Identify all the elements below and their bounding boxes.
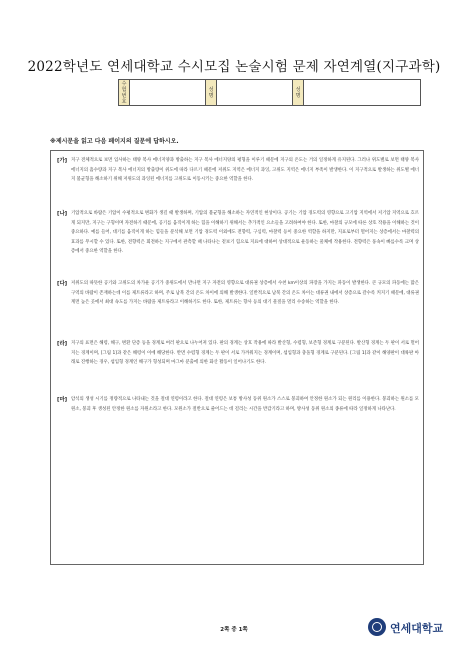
logo-text: 연세대학교 — [390, 622, 444, 635]
passage-tag: [마] — [57, 397, 68, 403]
passage-tag: [다] — [57, 281, 68, 287]
passage-ga — [57, 156, 419, 185]
passage-text: 기압적으로 바람은 기압이 수평적으로 변화가 생길 때 발생하며, 기압의 불균형을 해소하는 자연적인 현상이다. 공기는 기압 경도력의 영향으로 고기압 지역에서 저기압 지역으로 흐르게 되지만, 지구는 구형이며 자전하기 때문에, 공기를 움직이게 하는 힘을 이해하기 위해서는 추가적인 요소들을 고려하여야 한다. 또한, 마찰의 규모에 따른 상호 작용을 이해하는 것이 중요하다. 예를 들어, 대기를 움직이게 하는 힘들을 분석해 보면 기압 경도력 이외에도 전향력, 구심력, 마찰력 등이 중요한 역할을 하지만, 지표로부터 떨어지는 상층에서는 마찰력의 효과를 무시할 수 있다. 또한, 전향력은 회전하는 지구에서 관측할 때 나타나는 겉보기 힘으로 지표에 대하여 상대적으로 운동하는 물체에 작용한다. 전향력은 풍속이 빠를수록 크며 상층에서 중요한 역할을 한다. — [71, 211, 419, 255]
passage-tag: [가] — [57, 158, 68, 164]
exam-no-field[interactable] — [130, 80, 206, 106]
exam-info-table — [118, 79, 421, 106]
university-logo — [368, 617, 444, 639]
score-label: 성 명 — [293, 80, 304, 106]
passage-ma — [57, 395, 419, 414]
name-label: 성명 — [206, 80, 217, 106]
exam-title: 2022학년도 연세대학교 수시모집 논술시험 문제 자연계열(지구과학) — [27, 59, 441, 75]
passage-tag: [라] — [57, 341, 68, 347]
passage-box — [50, 150, 424, 565]
passage-tag: [나] — [57, 211, 68, 217]
page-number: 2쪽 중 1쪽 — [220, 627, 248, 633]
passage-text: 저위도의 따뜻한 공기와 고위도의 차가운 공기가 중위도에서 만나면 지구 자전의 영향으로 대류권 상층에서 수천 km이상의 파장을 가지는 파동이 발생한다. 큰 규모의 파동에는 많은 구역의 바람이 존재하는데 이를 제트류라고 하며, 주로 남북 간의 온도 차이에 의해 발생한다. 일반적으로 남북 간의 온도 차이는 대류권 내에서 상층으로 갈수록 커지기 때문에, 대류권 계면 높은 곳에서 최대 속도를 가지는 바람을 제트류라고 이해하기도 한다. 또한, 제트류는 향사 등의 대기 물질을 멀리 수송하는 역할을 한다. — [71, 281, 419, 306]
emblem-icon — [368, 618, 386, 636]
score-field[interactable] — [304, 80, 421, 106]
name-field[interactable] — [217, 80, 293, 106]
instruction-text: ※제시문을 읽고 다음 페이지의 질문에 답하시오. — [50, 138, 179, 145]
passage-text: 지구의 표면은 해령, 해구, 변환 단층 등을 경계로 여러 판으로 나누어져 있다. 판의 경계는 상호 작용에 따라 발산형, 수렴형, 보존형 경계로 구분된다. 발산형 경계는 두 판이 서로 멀어지는 경계이며, [그림 1]과 같은 해령이 이에 해당한다. 반면 수렴형 경계는 두 판이 서로 가까워지는 경계이며, 섭입형과 충돌형 경계로 구분된다. [그림 1]과 같이 해양판이 대륙판 아래로 진행하는 경우, 섭입형 경계인 해구가 형성되며 마그마 분출에 의한 화산 활동이 일어나기도 한다. — [71, 341, 419, 366]
passage-ra — [57, 339, 419, 368]
exam-no-label: 수험번호 — [119, 80, 130, 106]
passage-text: 지구 전체적으로 보면 입사하는 태양 복사 에너지양과 방출하는 지구 복사 에너지양의 평형을 이루기 때문에 지구의 온도는 거의 일정하게 유지된다. 그러나 위도별로 보면 태양 복사 에너지의 흡수량과 지구 복사 에너지의 방출량이 위도에 따라 다르기 때문에 저위도 지역은 에너지 과잉, 고위도 지역은 에너지 부족이 발생한다. 이 지구적으로 발생하는 위도별 에너지 불균형을 해소하기 위해 저위도의 과잉된 에너지를 고위도로 이동시키는 중요한 역할을 한다. — [71, 158, 419, 183]
passage-text: 암석의 생성 시기를 정량적으로 나타내는 것을 절대 연령이라고 한다. 절대 연령은 보통 방사성 동위 원소가 스스로 붕괴하여 안정한 원소가 되는 원리를 이용한다. 붕괴하는 원소를 모원소, 붕괴 후 생성된 안정한 원소를 자원소라고 한다. 모원소가 절반으로 줄어드는 데 걸리는 시간을 반감기라고 하며, 방사성 동위 원소의 종류에 따라 일정하게 나타난다. — [71, 397, 419, 412]
passage-na — [57, 209, 419, 257]
passage-da — [57, 279, 419, 308]
